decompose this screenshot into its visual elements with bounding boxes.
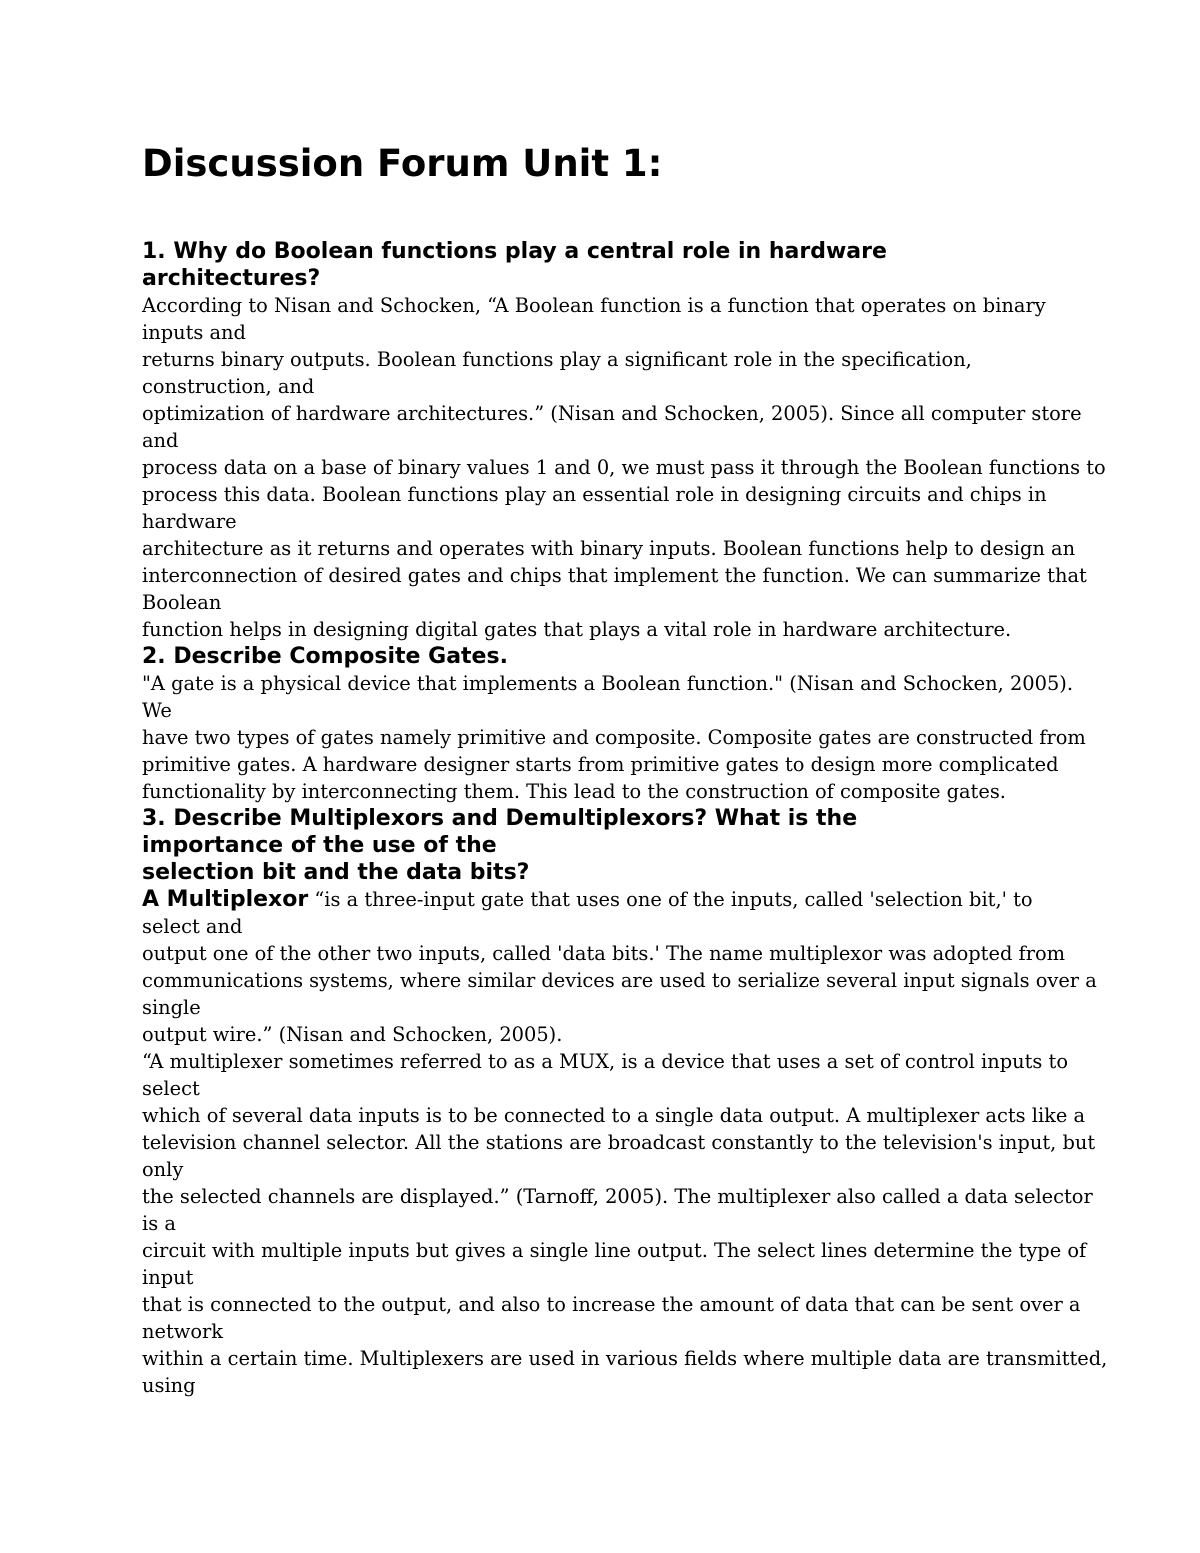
body-line: According to Nisan and Schocken, “A Boolean function is a function that operates on binary [142,294,1046,317]
question-heading-line: importance of the use of the [142,833,497,858]
document-content [142,140,1108,1399]
body-line: inputs and [142,321,246,344]
body-line: communications systems, where similar devices are used to serialize several input signals over a [142,969,1097,992]
body-line: television channel selector. All the stations are broadcast constantly to the television's input, but [142,1131,1096,1154]
body-line: that is connected to the output, and also to increase the amount of data that can be sent over a [142,1293,1081,1316]
question-heading-line: 2. Describe Composite Gates. [142,644,508,669]
body-line: primitive gates. A hardware designer starts from primitive gates to design more complicated [142,753,1059,776]
lead-text: “is a three-input gate that uses one of the inputs, called 'selection bit,' to [308,888,1033,911]
section-composite-gates [142,643,1086,805]
body-line: "A gate is a physical device that implements a Boolean function." (Nisan and Schocken, 2005). [142,672,1074,695]
body-line: process this data. Boolean functions play an essential role in designing circuits and chips in [142,483,1047,506]
body-line: only [142,1158,184,1181]
section-multiplexors [142,805,1108,1399]
body-line: interconnection of desired gates and chips that implement the function. We can summarize that [142,564,1087,587]
body-line: input [142,1266,194,1289]
body-line: network [142,1320,224,1343]
body-line: process data on a base of binary values 1 and 0, we must pass it through the Boolean functions to [142,456,1106,479]
body-line: architecture as it returns and operates with binary inputs. Boolean functions help to design an [142,537,1076,560]
body-line: have two types of gates namely primitive and composite. Composite gates are constructed from [142,726,1086,749]
body-line: select and [142,915,243,938]
body-line: is a [142,1212,176,1235]
question-heading-line: 1. Why do Boolean functions play a central role in hardware [142,239,887,264]
body-line: within a certain time. Multiplexers are used in various fields where multiple data are transmitted, [142,1347,1108,1370]
document-title: Discussion Forum Unit 1: [142,142,663,185]
body-line: and [142,429,179,452]
body-line: “A multiplexer sometimes referred to as a MUX, is a device that uses a set of control inputs to [142,1050,1069,1073]
body-line: output one of the other two inputs, called 'data bits.' The name multiplexor was adopted from [142,942,1066,965]
body-line: hardware [142,510,237,533]
question-heading-line: architectures? [142,266,321,291]
body-line: output wire.” (Nisan and Schocken, 2005). [142,1023,563,1046]
body-line: select [142,1077,200,1100]
question-heading-line: selection bit and the data bits? [142,860,530,885]
body-line: functionality by interconnecting them. This lead to the construction of composite gates. [142,780,1006,803]
body-line: which of several data inputs is to be connected to a single data output. A multiplexer acts like a [142,1104,1086,1127]
body-line: We [142,699,172,722]
body-line: Boolean [142,591,222,614]
body-line: circuit with multiple inputs but gives a single line output. The select lines determine the type of [142,1239,1087,1262]
body-line: single [142,996,201,1019]
body-line: function helps in designing digital gates that plays a vital role in hardware architecture. [142,618,1012,641]
lead-paragraph-line [142,886,1072,913]
lead-term: A Multiplexor [142,887,309,912]
body-line: returns binary outputs. Boolean functions play a significant role in the specification, [142,348,972,371]
question-heading-line: 3. Describe Multiplexors and Demultiplexors? What is the [142,806,858,831]
body-line: the selected channels are displayed.” (Tarnoff, 2005). The multiplexer also called a data selector [142,1185,1093,1208]
section-boolean-functions [142,238,1106,643]
body-line: using [142,1374,196,1397]
body-line: optimization of hardware architectures.” (Nisan and Schocken, 2005). Since all computer store [142,402,1082,425]
body-line: construction, and [142,375,315,398]
